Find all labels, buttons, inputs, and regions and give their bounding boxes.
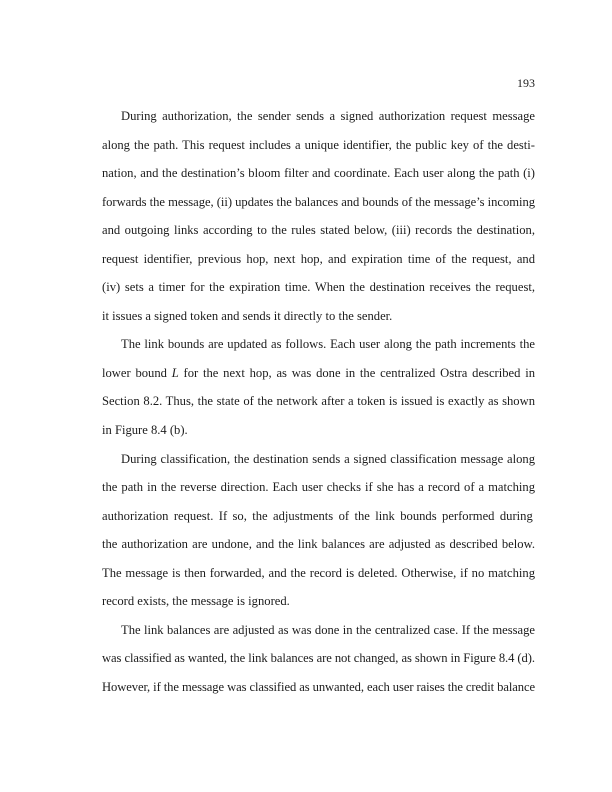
text-line: The link bounds are updated as follows. Each user along the path increments the [121,337,535,352]
text-line: the path in the reverse direction. Each user checks if she has a record of a matching [102,480,535,495]
text-line: authorization request. If so, the adjustments of the link bounds performed during [102,508,533,523]
paragraph-classification [102,445,535,616]
math-variable-L: L [171,365,179,380]
paragraph-link-bounds [102,330,535,444]
text-line: forwards the message, (ii) updates the balances and bounds of the message’s incoming [102,194,535,209]
page-number: 193 [517,76,535,90]
text-line: (iv) sets a timer for the expiration time. When the destination receives the request, [102,280,535,295]
body-text [102,102,535,701]
paragraph-link-balances [102,616,535,702]
text-line: in Figure 8.4 (b). [102,423,188,438]
text-line: nation, and the destination’s bloom filter and coordinate. Each user along the path (i) [102,166,535,181]
text-line: lower bound L for the next hop, as was done in the centralized Ostra described in [102,365,535,380]
text-line: it issues a signed token and sends it directly to the sender. [102,308,393,323]
text-line: During authorization, the sender sends a signed authorization request message [121,109,535,123]
text-line: and outgoing links according to the rules stated below, (iii) records the destination, [102,223,535,238]
text-line: request identifier, previous hop, next hop, and expiration time of the request, and [102,251,535,266]
text-line: record exists, the message is ignored. [102,594,290,609]
text-line: During classification, the destination sends a signed classification message along [121,451,535,466]
text-line: the authorization are undone, and the link balances are adjusted as described below. [102,537,535,552]
text-line: Section 8.2. Thus, the state of the network after a token is issued is exactly as shown [102,394,535,409]
paragraph-authorization [102,102,535,330]
text-line: The link balances are adjusted as was done in the centralized case. If the message [121,622,535,637]
text-line: along the path. This request includes a unique identifier, the public key of the desti- [102,137,535,152]
text-line: The message is then forwarded, and the record is deleted. Otherwise, if no matching [102,565,535,580]
text-line: was classified as wanted, the link balances are not changed, as shown in Figure 8.4 (d). [102,651,536,666]
text-line: However, if the message was classified as unwanted, each user raises the credit balance [102,679,535,694]
